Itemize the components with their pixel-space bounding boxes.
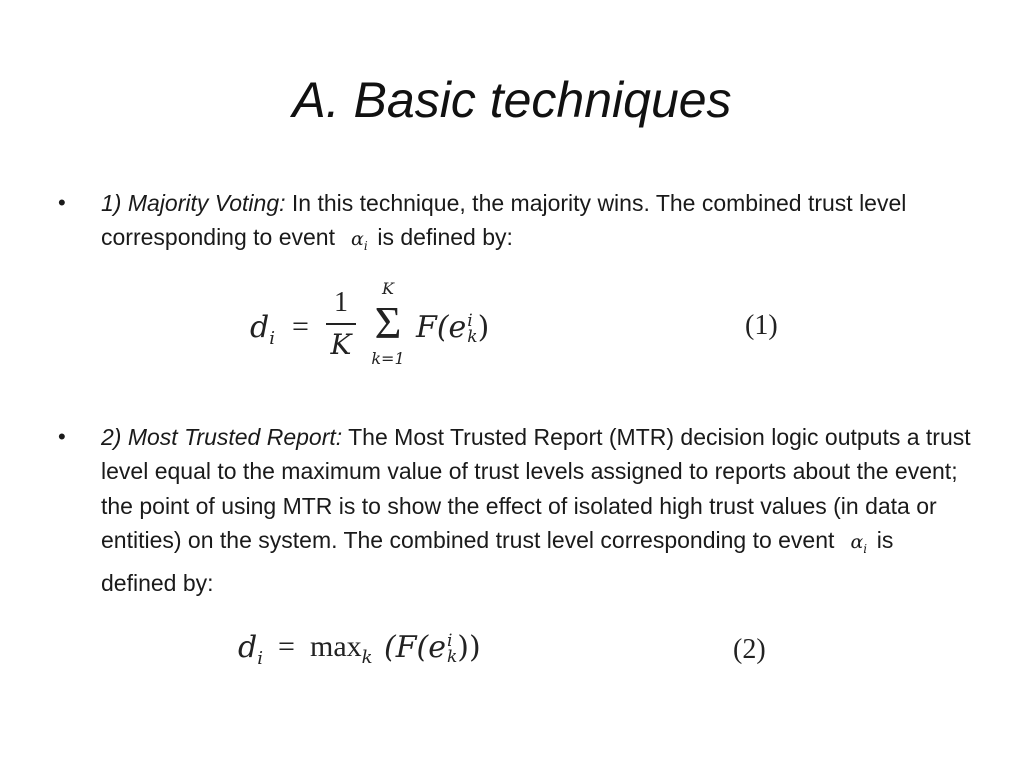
eq1-sum-upper: K: [382, 279, 394, 298]
eq1-frac-numerator: 1: [334, 287, 348, 318]
event-symbol: [341, 222, 377, 263]
eq1-fraction: [326, 286, 356, 362]
event-symbol-alpha: α: [351, 228, 364, 251]
eq2-func-name: (F(e: [384, 630, 446, 665]
eq1-sum-symbol: Σ: [374, 297, 402, 348]
bullet-text: [101, 186, 971, 263]
bullet-lead: 2) Most Trusted Report:: [101, 424, 343, 450]
event-symbol-subscript: i: [363, 239, 368, 254]
bullet-text: [101, 420, 971, 600]
eq2-operator: [310, 630, 373, 668]
bullet-dot-icon: •: [58, 424, 66, 449]
eq1-sum: [364, 280, 412, 370]
eq2-func-sup: i: [446, 631, 453, 651]
event-symbol-alpha: α: [850, 530, 864, 553]
eq1-function: [416, 310, 489, 345]
eq1-func-sup: i: [467, 311, 473, 331]
eq2-func-close: )): [457, 630, 481, 665]
eq2-op-sub: k: [361, 647, 373, 668]
eq1-sum-lower: k=1: [371, 349, 405, 368]
eq1-func-indices: [467, 313, 477, 345]
eq1-frac-bar: [326, 323, 356, 325]
eq1-equals: =: [292, 310, 309, 343]
event-symbol-subscript: i: [863, 541, 868, 556]
bullet-body: In this technique, the majority wins. The combined trust level corresponding to event: [101, 190, 907, 251]
equation-majority-voting: [250, 280, 520, 380]
eq2-lhs-sub: i: [257, 648, 263, 669]
eq2-func-indices: [447, 633, 457, 665]
eq2-lhs: [238, 630, 263, 669]
eq2-equals: =: [278, 630, 295, 663]
eq1-lhs-var: d: [250, 310, 270, 345]
bullet-body: The Most Trusted Report (MTR) decision logic outputs a trust level equal to the maximum value of trust levels assigned to reports about the event; the point of using MTR is to show the effect of isolated high trust values (in data or entities) on the system. The combined trust level corresponding to event: [101, 424, 971, 553]
equation-number-1: (1): [745, 310, 778, 341]
eq2-lhs-var: d: [238, 630, 258, 665]
eq2-func-sub: k: [446, 647, 458, 667]
eq1-frac-denominator: K: [330, 328, 352, 361]
bullet-body-end: is defined by:: [377, 224, 513, 251]
bullet-body-end: is defined by:: [101, 526, 894, 596]
eq1-func-sub: k: [467, 327, 478, 347]
eq1-lhs-sub: i: [269, 328, 275, 349]
eq1-func-close: ): [477, 310, 490, 345]
bullet-dot-icon: •: [58, 190, 66, 215]
eq1-func-name: F(e: [416, 310, 467, 345]
eq1-lhs: [250, 310, 275, 349]
slide-title: A. Basic techniques: [292, 72, 732, 128]
eq2-op-max: max: [310, 630, 362, 663]
eq2-function: [384, 630, 481, 665]
equation-number-2: (2): [733, 634, 766, 665]
bullet-lead: 1) Majority Voting:: [101, 190, 286, 216]
equation-most-trusted-report: [238, 628, 508, 678]
event-symbol: [841, 525, 877, 566]
